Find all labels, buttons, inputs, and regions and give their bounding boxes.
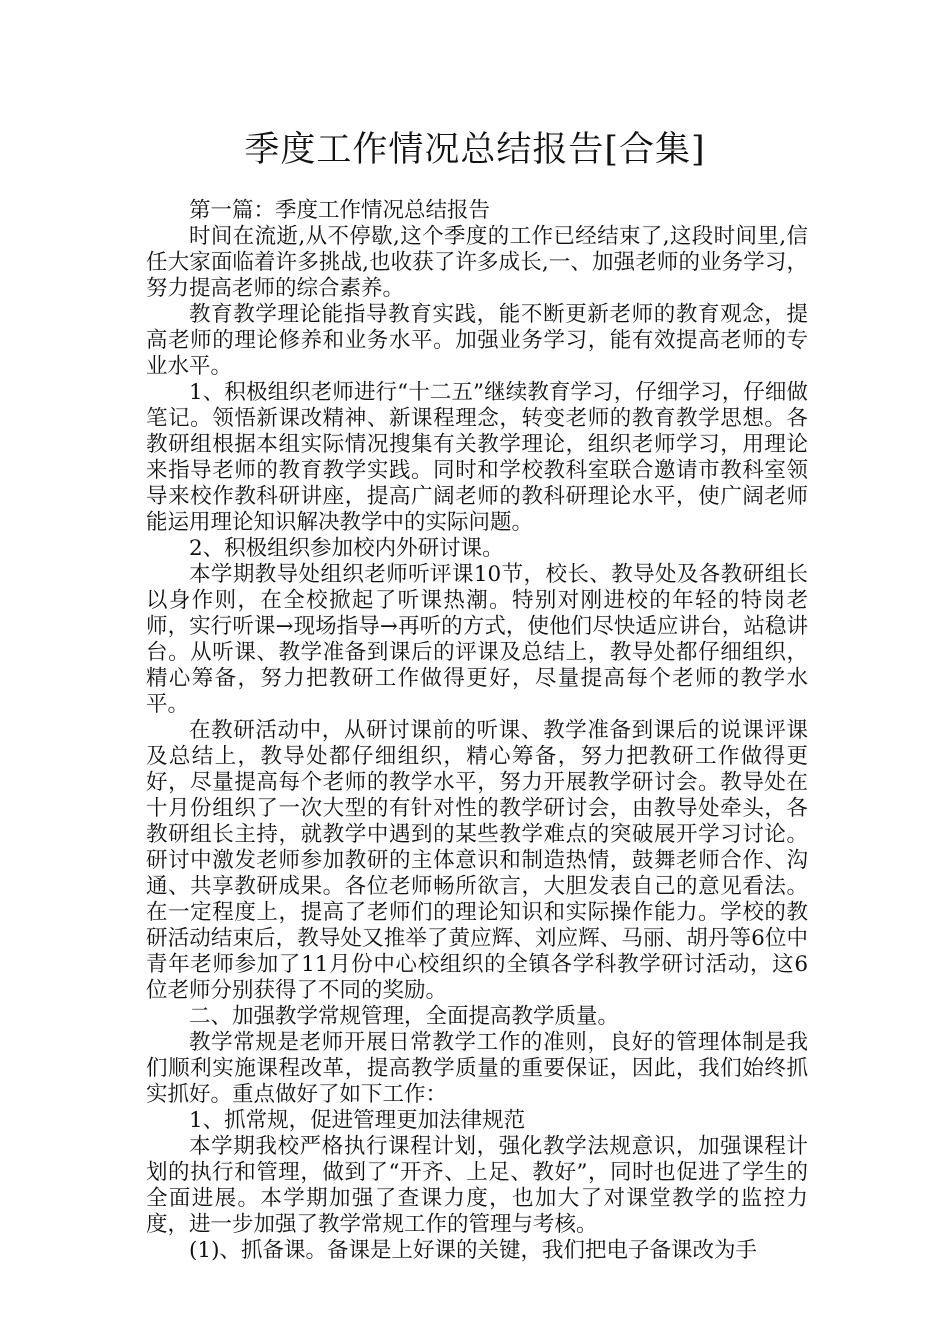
paragraph: 1、积极组织老师进行“十二五”继续教育学习，仔细学习，仔细做笔记。领悟新课改精神、新课程理念，转变老师的教育教学思想。各教研组根据本组实际情况搜集有关教学理论，组织老师学习，用理论来指导老师的教育教学实践。同时和学校教科室联合邀请市教科室领导来校作教科研讲座，提高广阔老师的教科研理论水平，使广阔老师能运用理论知识解决教学中的实际问题。	[146, 380, 808, 535]
paragraph: 二、加强教学常规管理，全面提高教学质量。	[189, 1004, 620, 1029]
paragraph: 1、抓常规，促进管理更加法律规范	[189, 1108, 526, 1133]
section-heading: 第一篇：季度工作情况总结报告	[189, 198, 491, 223]
document-title: 季度工作情况总结报告[合集]	[244, 130, 706, 170]
paragraph: 本学期我校严格执行课程计划，强化教学法规意识，加强课程计划的执行和管理，做到了“开齐、上足、教好”，同时也促进了学生的全面进展。本学期加强了查课力度，也加大了对课堂教学的监控力度，进一步加强了教学常规工作的管理与考核。	[146, 1134, 808, 1237]
document-body	[146, 198, 808, 1264]
paragraph: 2、积极组织参加校内外研讨课。	[189, 536, 504, 561]
paragraph: 在教研活动中，从研讨课前的听课、教学准备到课后的说课评课及总结上，教导处都仔细组织，精心筹备，努力把教研工作做得更好，尽量提高每个老师的教学水平，努力开展教学研讨会。教导处在十月份组织了一次大型的有针对性的教学研讨会，由教导处牵头，各教研组长主持，就教学中遇到的某些教学难点的突破展开学习讨论。研讨中激发老师参加教研的主体意识和制造热情，鼓舞老师合作、沟通、共享教研成果。各位老师畅所欲言，大胆发表自己的意见看法。在一定程度上，提高了老师们的理论知识和实际操作能力。学校的教研活动结束后，教导处又推举了黄应辉、刘应辉、马丽、胡丹等6位中青年老师参加了11月份中心校组织的全镇各学科教学研讨活动，这6位老师分别获得了不同的奖励。	[146, 718, 808, 1003]
paragraph: 时间在流逝,从不停歇,这个季度的工作已经结束了,这段时间里,信任大家面临着许多挑战,也收获了许多成长,一、加强老师的业务学习，努力提高老师的综合素养。	[146, 224, 808, 301]
paragraph: 教育教学理论能指导教育实践，能不断更新老师的教育观念，提高老师的理论修养和业务水平。加强业务学习，能有效提高老师的专业水平。	[146, 302, 808, 379]
paragraph: 教学常规是老师开展日常教学工作的准则，良好的管理体制是我们顺利实施课程改革，提高教学质量的重要保证，因此，我们始终抓实抓好。重点做好了如下工作：	[146, 1030, 808, 1107]
paragraph: 本学期教导处组织老师听评课10节，校长、教导处及各教研组长以身作则，在全校掀起了听课热潮。特别对刚进校的年轻的特岗老师，实行听课→现场指导→再听的方式，使他们尽快适应讲台，站稳讲台。从听课、教学准备到课后的评课及总结上，教导处都仔细组织，精心筹备，努力把教研工作做得更好，尽量提高每个老师的教学水平。	[146, 562, 808, 717]
paragraph: (1)、抓备课。备课是上好课的关键，我们把电子备课改为手	[189, 1238, 757, 1263]
